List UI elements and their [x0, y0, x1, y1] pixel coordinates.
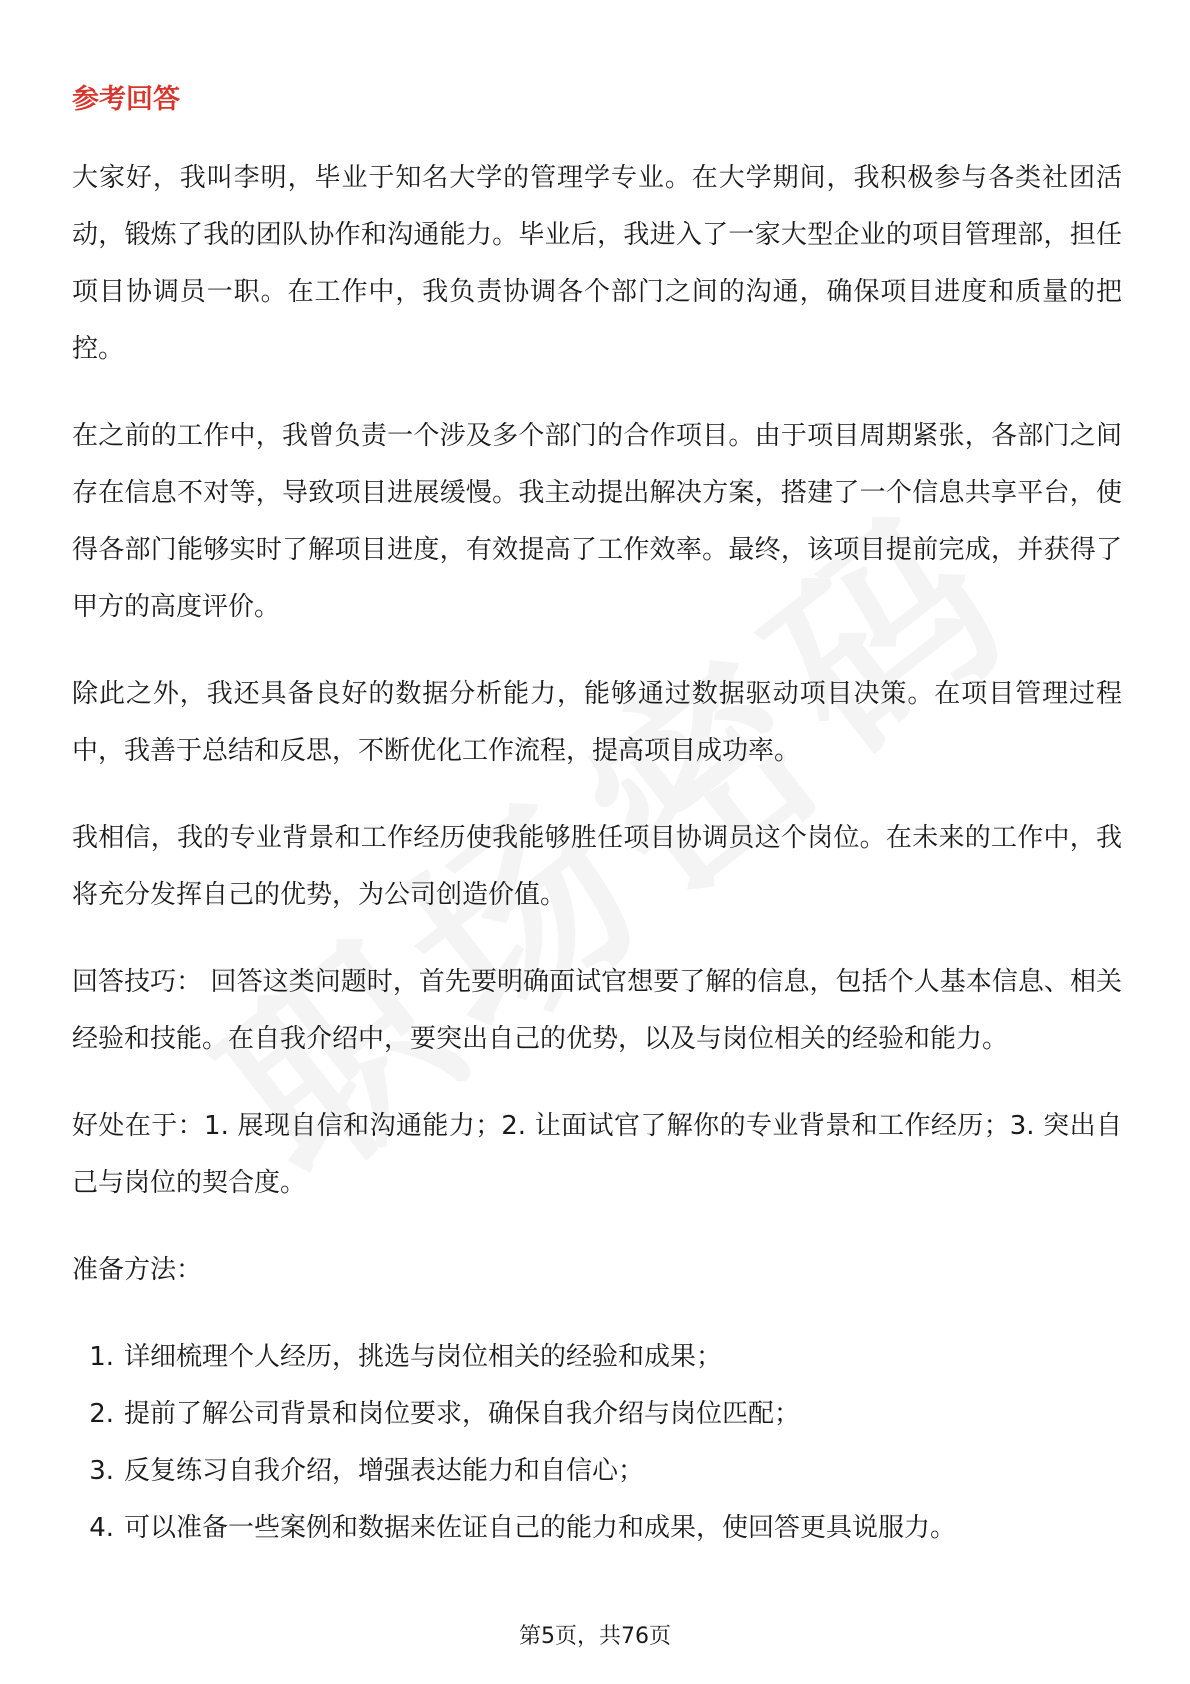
list-number: 2. [89, 1399, 114, 1429]
list-text: 详细梳理个人经历，挑选与岗位相关的经验和成果； [124, 1342, 723, 1372]
list-item [72, 1443, 1122, 1500]
document-page [72, 80, 1122, 1557]
section-heading: 参考回答 [72, 84, 180, 115]
list-number: 1. [89, 1342, 114, 1372]
list-item [72, 1329, 1122, 1386]
list-item [72, 1500, 1122, 1557]
list-number: 3. [89, 1456, 114, 1486]
page-footer: 第5页，共76页 [519, 1624, 671, 1649]
paragraph-benefits: 好处在于：1. 展现自信和沟通能力；2. 让面试官了解你的专业背景和工作经历；3. 突出自己与岗位的契合度。 [72, 1111, 1122, 1198]
paragraph-prep-heading: 准备方法： [72, 1255, 203, 1285]
list-number: 4. [89, 1513, 114, 1543]
prep-steps-list [72, 1329, 1122, 1557]
paragraph-tips: 回答技巧： 回答这类问题时，首先要明确面试官想要了解的信息，包括个人基本信息、相关经验和技能。在自我介绍中，要突出自己的优势，以及与岗位相关的经验和能力。 [72, 967, 1122, 1054]
paragraph-skills: 除此之外，我还具备良好的数据分析能力，能够通过数据驱动项目决策。在项目管理过程中，我善于总结和反思，不断优化工作流程，提高项目成功率。 [72, 679, 1122, 766]
paragraph-conclusion: 我相信，我的专业背景和工作经历使我能够胜任项目协调员这个岗位。在未来的工作中，我将充分发挥自己的优势，为公司创造价值。 [72, 823, 1122, 910]
paragraph-intro: 大家好，我叫李明，毕业于知名大学的管理学专业。在大学期间，我积极参与各类社团活动，锻炼了我的团队协作和沟通能力。毕业后，我进入了一家大型企业的项目管理部，担任项目协调员一职。在工作中，我负责协调各个部门之间的沟通，确保项目进度和质量的把控。 [72, 163, 1122, 364]
paragraph-experience: 在之前的工作中，我曾负责一个涉及多个部门的合作项目。由于项目周期紧张，各部门之间存在信息不对等，导致项目进展缓慢。我主动提出解决方案，搭建了一个信息共享平台，使得各部门能够实时了解项目进度，有效提高了工作效率。最终，该项目提前完成，并获得了甲方的高度评价。 [72, 421, 1122, 622]
list-text: 提前了解公司背景和岗位要求，确保自我介绍与岗位匹配； [124, 1399, 801, 1429]
list-item [72, 1386, 1122, 1443]
list-text: 可以准备一些案例和数据来佐证自己的能力和成果，使回答更具说服力。 [124, 1513, 957, 1543]
list-text: 反复练习自我介绍，增强表达能力和自信心； [124, 1456, 645, 1486]
